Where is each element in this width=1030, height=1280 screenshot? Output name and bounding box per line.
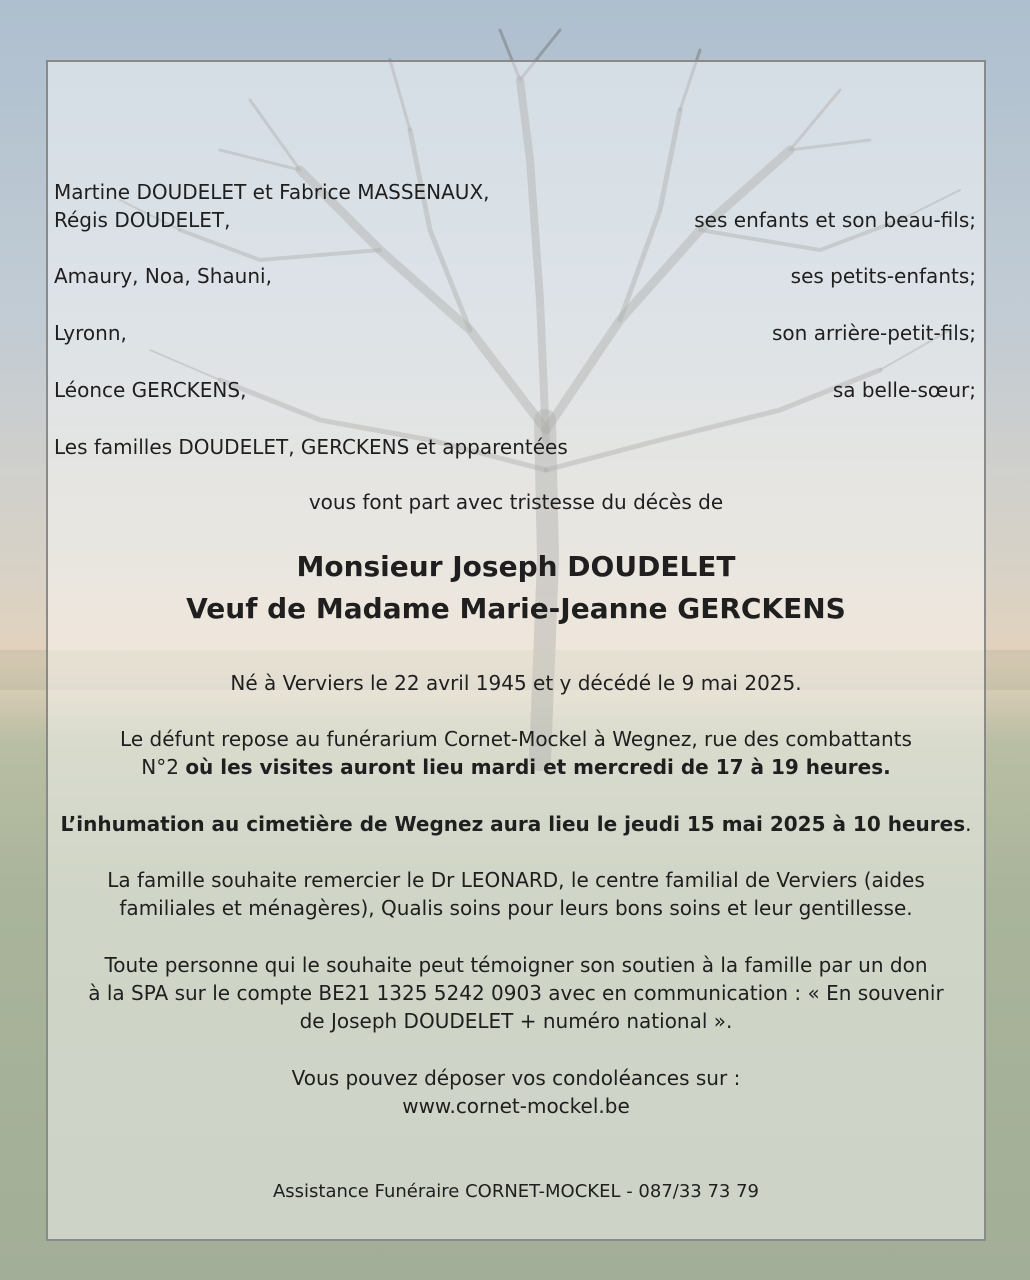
deceased-widow-of: Veuf de Madame Marie-Jeanne GERCKENS	[186, 592, 846, 625]
family-name: Léonce GERCKENS,	[54, 378, 247, 402]
family-relation: ses petits-enfants;	[790, 264, 976, 288]
thanks-line-1: La famille souhaite remercier le Dr LEONARD, le centre familial de Verviers (aides	[107, 868, 925, 892]
family-relation: sa belle-sœur;	[832, 378, 976, 402]
family-name: Régis DOUDELET,	[54, 208, 231, 232]
deceased-name: Monsieur Joseph DOUDELET	[296, 550, 736, 583]
condolences-text: Vous pouvez déposer vos condoléances sur :	[291, 1066, 741, 1090]
family-relation: son arrière-petit-fils;	[772, 321, 976, 345]
family-name: Les familles DOUDELET, GERCKENS et apparentées	[54, 435, 568, 459]
announcement-text: vous font part avec tristesse du décès de	[308, 490, 724, 514]
family-name: Amaury, Noa, Shauni,	[54, 264, 272, 288]
family-name: Lyronn,	[54, 321, 127, 345]
family-name: Martine DOUDELET et Fabrice MASSENAUX,	[54, 180, 490, 204]
donation-line-3: de Joseph DOUDELET + numéro national ».	[299, 1009, 733, 1033]
funeral-home-footer: Assistance Funéraire CORNET-MOCKEL - 087/33 73 79	[272, 1181, 760, 1202]
thanks-line-2: familiales et ménagères), Qualis soins pour leurs bons soins et leur gentillesse.	[119, 896, 913, 920]
burial-text: L’inhumation au cimetière de Wegnez aura lieu le jeudi 15 mai 2025 à 10 heures	[60, 812, 966, 836]
burial-period: .	[965, 812, 972, 836]
visitation-line-1: Le défunt repose au funérarium Cornet-Mockel à Wegnez, rue des combattants	[120, 727, 912, 751]
family-relation: ses enfants et son beau-fils;	[694, 208, 976, 232]
visitation-line-2	[46, 753, 986, 781]
visitation-address-number: N°2	[141, 755, 186, 779]
death-notice	[46, 60, 986, 1241]
birth-death-dates: Né à Verviers le 22 avril 1945 et y décédé le 9 mai 2025.	[230, 671, 802, 695]
visitation-hours: où les visites auront lieu mardi et mercredi de 17 à 19 heures.	[185, 755, 891, 779]
condolences-url: www.cornet-mockel.be	[402, 1094, 630, 1118]
donation-line-1: Toute personne qui le souhaite peut témoigner son soutien à la famille par un don	[104, 953, 928, 977]
donation-line-2: à la SPA sur le compte BE21 1325 5242 0903 avec en communication : « En souvenir	[88, 981, 944, 1005]
burial-info	[46, 810, 986, 838]
